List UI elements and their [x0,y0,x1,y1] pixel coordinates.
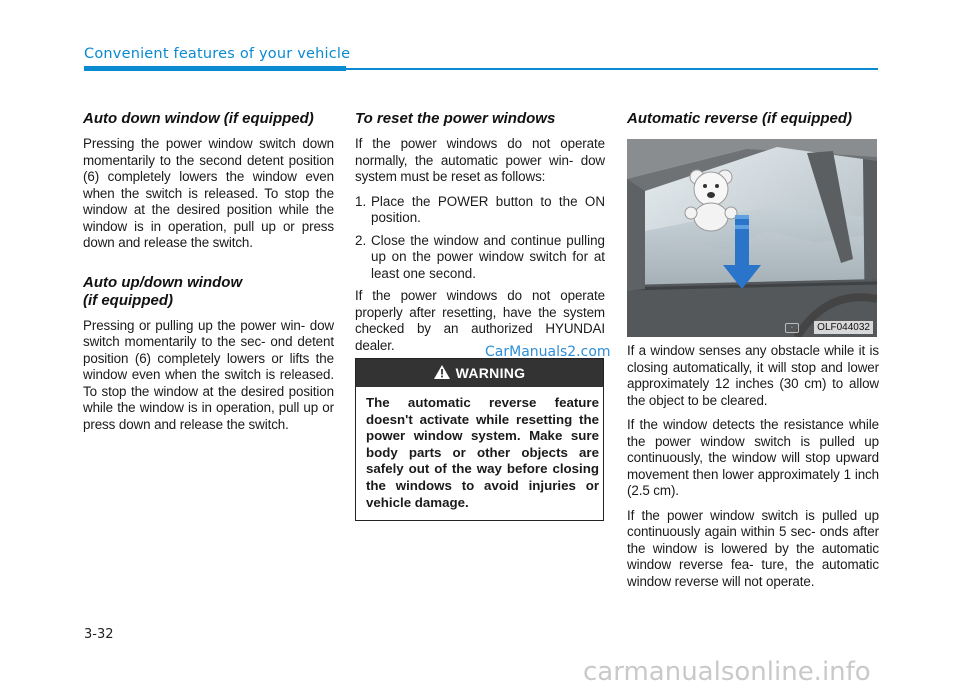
figure-marker-icon: ◦ [785,323,799,333]
column-right-text [627,343,879,598]
step-number: 2. [355,232,367,248]
paragraph-auto-updown: Pressing or pulling up the power win- dow switch momentarily to the sec- ond detent position (6) completely lowers or lifts the window even when the switch is released. To stop the window at the desired position while the window is in operation, pull up or press down and release the switch. [83,317,334,432]
heading-reset: To reset the power windows [355,110,556,127]
window-illustration [627,139,877,337]
column-right [627,110,879,136]
warning-triangle-icon [434,365,450,382]
paragraph-auto-reverse-2: If the window detects the resistance while the power window switch is pulled up continuously, the window will stop upward movement then lower approximately 1 inch (2.5 cm). [627,417,879,498]
column-left [83,110,334,441]
heading-auto-reverse: Automatic reverse (if equipped) [627,110,853,127]
paragraph-reset-intro: If the power windows do not operate normally, the automatic power win- dow system must be reset as follows: [355,136,605,184]
header-rule-thick [84,66,346,71]
warning-box [355,358,604,521]
watermark-carmanualsonline[interactable]: carmanualsonline.info [583,657,871,687]
paragraph-auto-down: Pressing the power window switch down momentarily to the second detent position (6) completely lowers the window even when the switch is released. To stop the window at the desired position while the window is in operation, pull up or press down and release the switch. [83,136,334,250]
warning-header [356,359,603,387]
heading-auto-updown [83,274,334,310]
reset-step-1 [355,194,605,227]
figure-window-obstacle [627,139,877,337]
heading-auto-updown-line1: Auto up/down window [83,273,243,291]
paragraph-reset-after: If the power windows do not operate properly after resetting, have the system checked by an authorized HYUNDAI dealer. [355,288,605,353]
warning-title: WARNING [455,365,526,381]
paragraph-auto-reverse-3: If the power window switch is pulled up continuously again within 5 sec- onds after the window is lowered by the automatic window reverse fea- ture, the automatic window reverse will not operate. [627,507,879,589]
step-text: Close the window and continue pulling up on the power window switch for at least one second. [371,232,605,281]
column-middle [355,110,605,362]
step-number: 1. [355,193,367,209]
watermark-carmanuals2[interactable]: CarManuals2.com [485,344,611,360]
step-text: Place the POWER button to the ON position. [371,193,605,225]
heading-auto-updown-line2: (if equipped) [83,291,173,309]
header-rule-thin [346,68,878,70]
section-title: Convenient features of your vehicle [84,46,351,62]
reset-step-2 [355,233,605,283]
warning-text: The automatic reverse feature doesn't activate while resetting the power window system. Make sure body parts or other objects are safely out of the way before closing the windows to avoid injuries or vehicle damage. [366,395,599,510]
page-number: 3-32 [84,627,114,642]
heading-auto-down: Auto down window (if equipped) [83,110,314,127]
paragraph-auto-reverse-1: If a window senses any obstacle while it is closing automatically, it will stop and lower approximately 12 inches (30 cm) to allow the object to be cleared. [627,343,879,408]
figure-code: OLF044032 [814,321,873,334]
